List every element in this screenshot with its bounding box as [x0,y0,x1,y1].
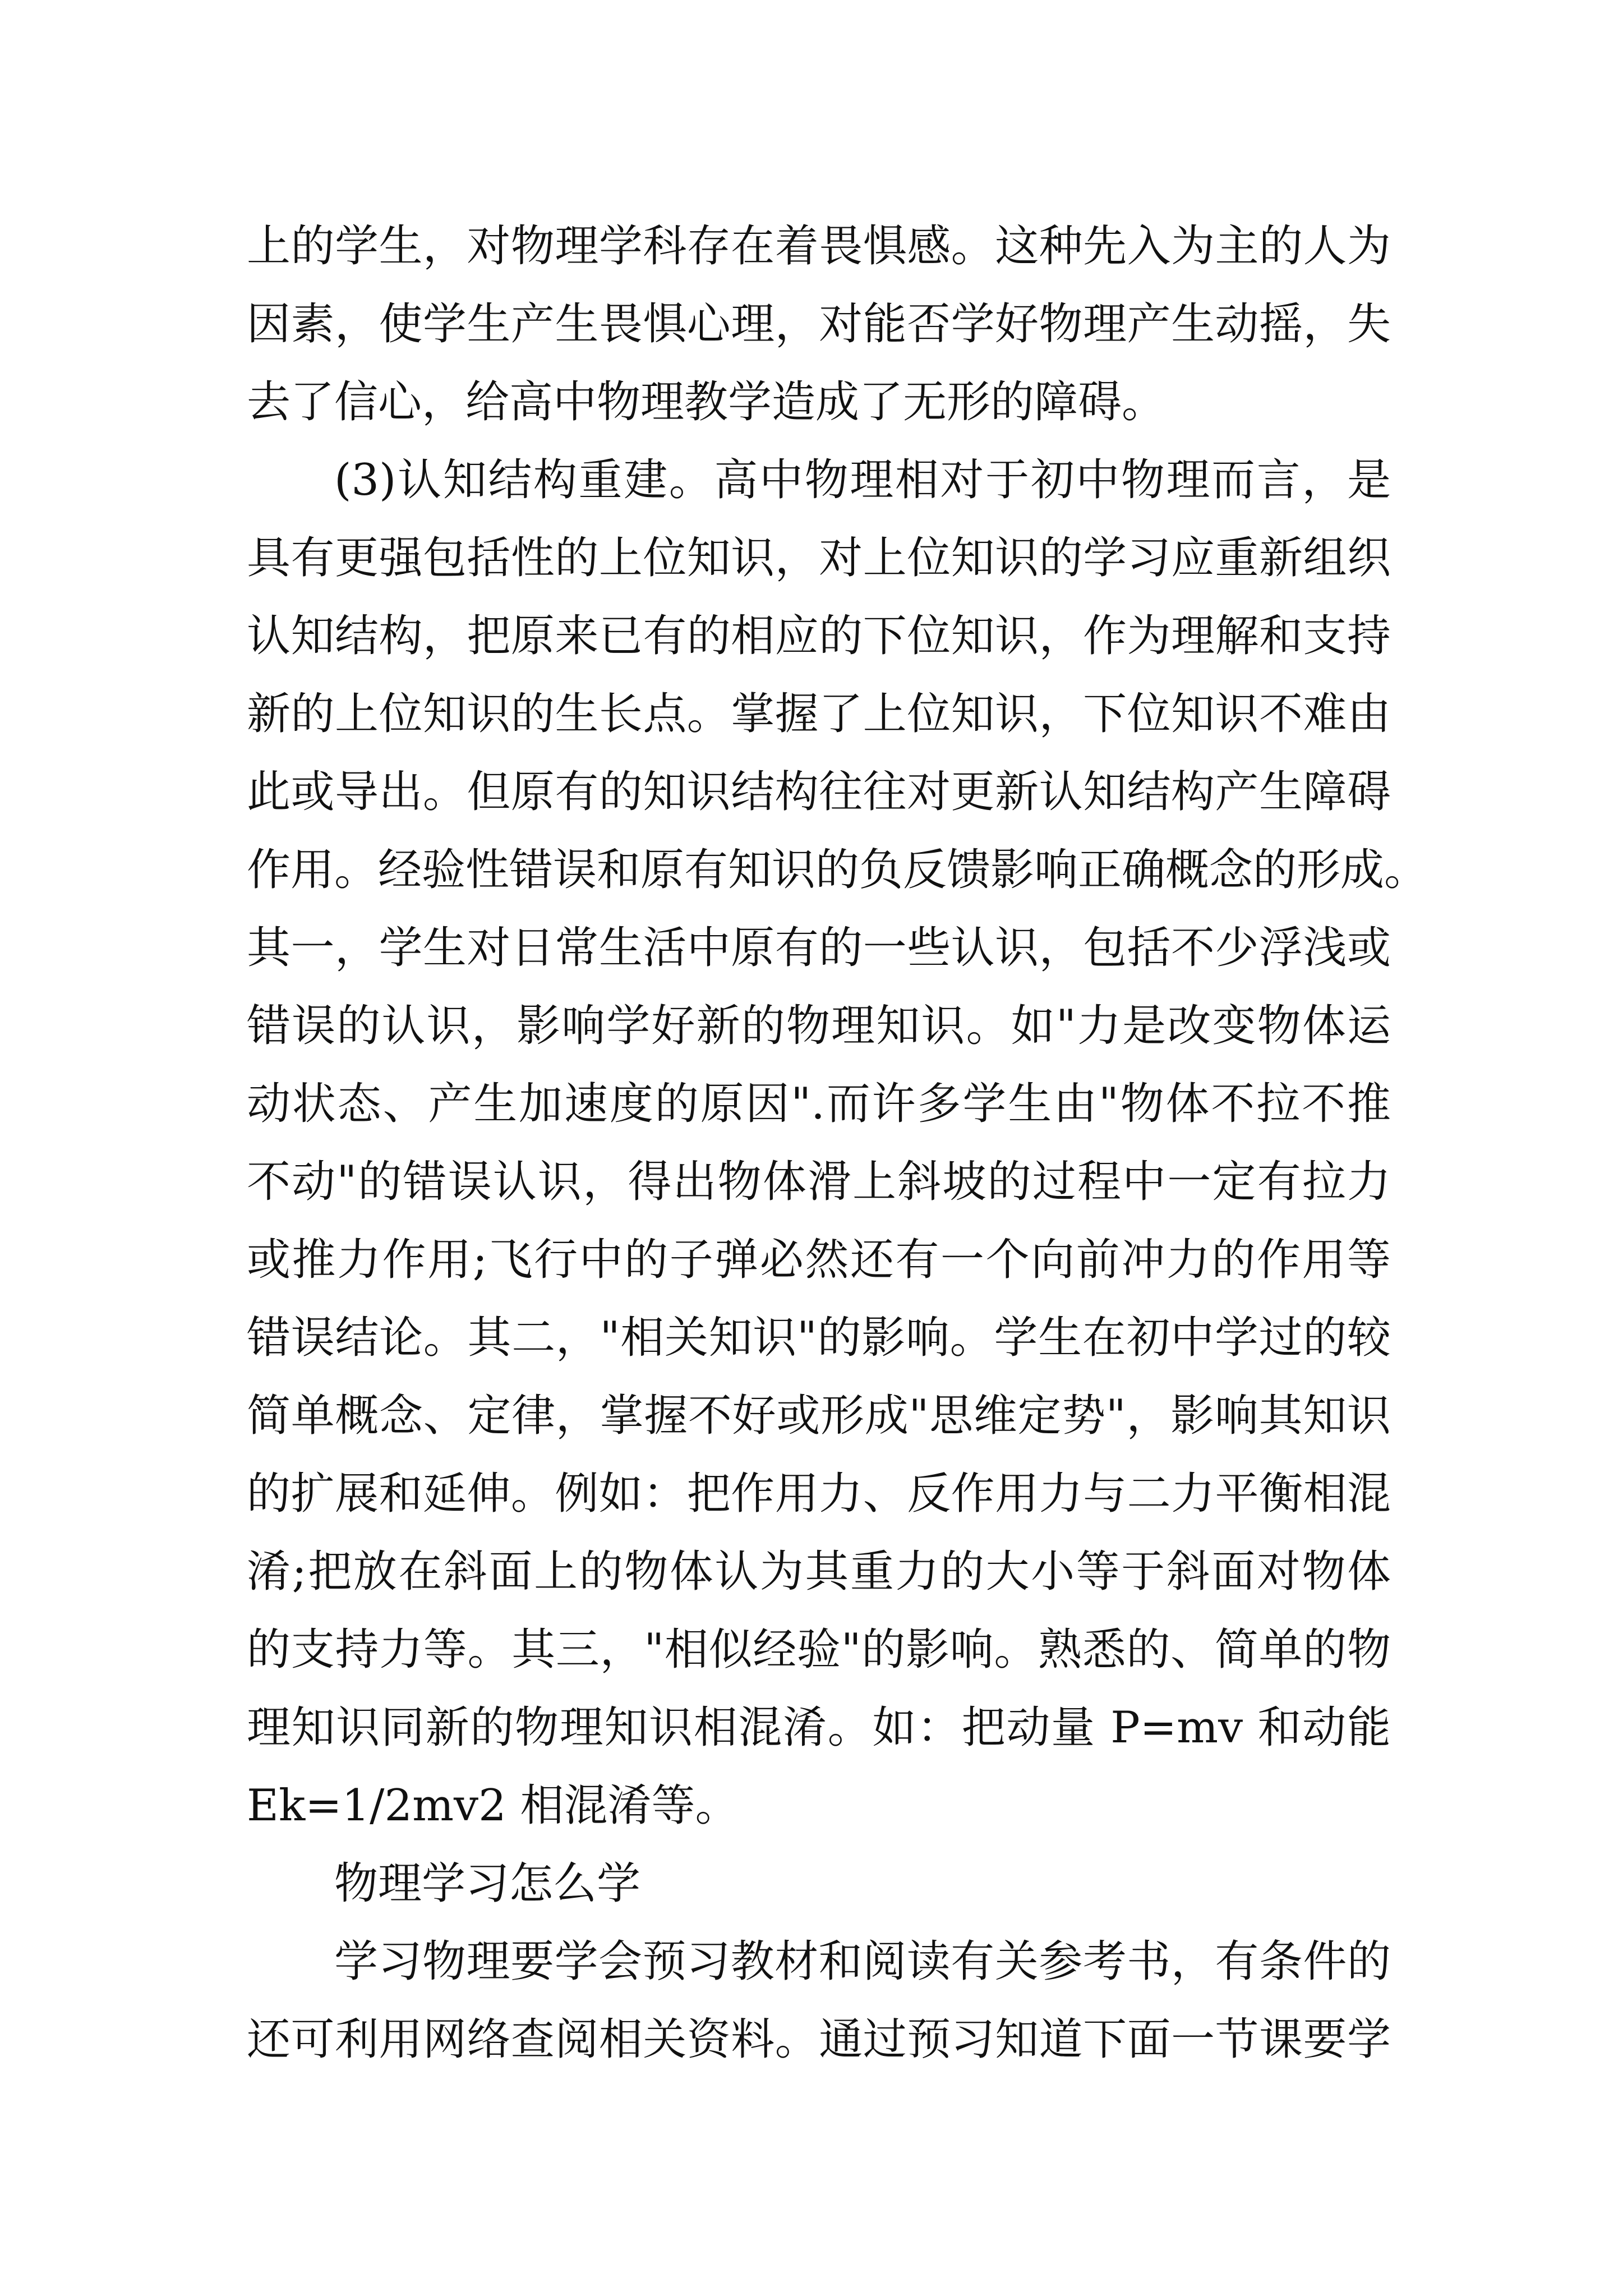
text-line: Ek=1/2mv2 相混淆等。 [247,1780,739,1831]
text-line: 的扩展和延伸。例如：把作用力、反作用力与二力平衡相混 [247,1469,1391,1519]
text-line: 简单概念、定律，掌握不好或形成"思维定势"，影响其知识 [247,1391,1391,1441]
text-line: 去了信心，给高中物理教学造成了无形的障碍。 [247,377,1166,427]
text-line: (3)认知结构重建。高中物理相对于初中物理而言，是 [334,455,1391,505]
text-line: 的支持力等。其三，"相似经验"的影响。熟悉的、简单的物 [247,1625,1391,1675]
text-line: 其一，学生对日常生活中原有的一些认识，包括不少浮浅或 [247,923,1391,973]
heading-line: 物理学习怎么学 [334,1858,641,1909]
section-heading [247,1845,1391,1923]
text-line: 上的学生，对物理学科存在着畏惧感。这种先入为主的人为 [247,221,1391,272]
text-line: 错误的认识，影响学好新的物理知识。如"力是改变物体运 [247,1001,1391,1051]
text-line: 错误结论。其二，"相关知识"的影响。学生在初中学过的较 [247,1313,1391,1363]
text-line: 认知结构，把原来已有的相应的下位知识，作为理解和支持 [247,611,1391,661]
text-line: 新的上位知识的生长点。掌握了上位知识，下位知识不难由 [247,689,1391,739]
text-line: 学习物理要学会预习教材和阅读有关参考书，有条件的 [334,1936,1391,1987]
text-line: 作用。经验性错误和原有知识的负反馈影响正确概念的形成。 [247,845,1428,895]
text-line: 或推力作用;飞行中的子弹必然还有一个向前冲力的作用等 [247,1235,1391,1285]
paragraph-2 [247,441,1428,1845]
text-line: 此或导出。但原有的知识结构往往对更新认知结构产生障碍 [247,767,1391,817]
text-line: 动状态、产生加速度的原因".而许多学生由"物体不拉不推 [247,1079,1391,1129]
paragraph-1 [247,208,1391,441]
text-line: 淆;把放在斜面上的物体认为其重力的大小等于斜面对物体 [247,1547,1391,1597]
paragraph-3 [247,1923,1391,2079]
text-line: 具有更强包括性的上位知识，对上位知识的学习应重新组织 [247,533,1391,583]
text-line: 因素，使学生产生畏惧心理，对能否学好物理产生动摇，失 [247,299,1391,349]
document-body [247,208,1428,2079]
text-line: 理知识同新的物理知识相混淆。如：把动量 P=mv 和动能 [247,1703,1391,1753]
text-line: 不动"的错误认识，得出物体滑上斜坡的过程中一定有拉力 [247,1157,1391,1207]
text-line: 还可利用网络查阅相关资料。通过预习知道下面一节课要学 [247,2014,1391,2065]
